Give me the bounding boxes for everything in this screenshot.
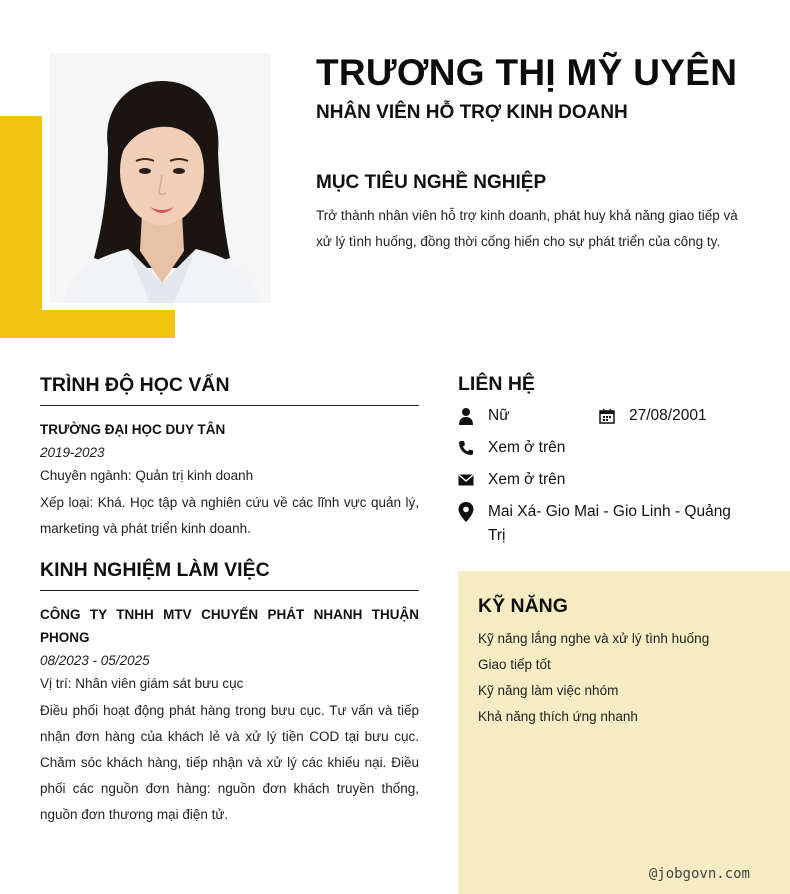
- skill-item: Khả năng thích ứng nhanh: [478, 709, 638, 724]
- phone-value: Xem ở trên: [488, 439, 566, 456]
- email-icon: [458, 468, 488, 492]
- skill-item: Giao tiếp tốt: [478, 657, 551, 672]
- education-entry: [40, 418, 419, 542]
- accent-bar-vertical: [0, 116, 42, 338]
- phone-icon: [458, 436, 488, 460]
- location-pin-icon: [458, 500, 488, 524]
- calendar-icon: [599, 404, 629, 428]
- education-period: 2019-2023: [40, 445, 105, 460]
- birthday-value: 27/08/2001: [629, 407, 707, 424]
- experience-period: 08/2023 - 05/2025: [40, 653, 150, 668]
- desired-position: NHÂN VIÊN HỖ TRỢ KINH DOANH: [316, 102, 628, 123]
- contact-phone: [458, 436, 738, 460]
- contact-heading: LIÊN HỆ: [458, 373, 535, 395]
- candidate-name: TRƯƠNG THỊ MỸ UYÊN: [316, 52, 738, 93]
- objective-heading: MỤC TIÊU NGHỀ NGHIỆP: [316, 172, 547, 193]
- experience-description: Điều phối hoạt động phát hàng trong bưu cục. Tư vấn và tiếp nhận đơn hàng của khách lẻ và xử lý tiền COD tại bưu cục. Chăm sóc khách hàng, tiếp nhận và xử lý các khiếu nại. Điều phối các nguồn đơn hàng: nguồn đơn khách truyền thống, nguồn đơn thương mại điện tử.: [40, 703, 419, 822]
- education-heading: TRÌNH ĐỘ HỌC VẤN: [40, 374, 419, 406]
- contact-address: [458, 500, 738, 548]
- watermark: @jobgovn.com: [648, 866, 750, 882]
- address-value: Mai Xá- Gio Mai - Gio Linh - Quảng Trị: [488, 503, 731, 544]
- skills-list: [478, 626, 709, 730]
- accent-bar-horizontal: [0, 310, 175, 338]
- contact-email: [458, 468, 738, 492]
- contact-gender: [458, 404, 598, 428]
- email-value: Xem ở trên: [488, 471, 566, 488]
- experience-entry: [40, 603, 419, 828]
- skills-heading: KỸ NĂNG: [478, 595, 568, 617]
- experience-heading: KINH NGHIỆM LÀM VIỆC: [40, 559, 419, 591]
- skill-item: Kỹ năng lắng nghe và xử lý tình huống: [478, 631, 710, 646]
- experience-role: Vị trí: Nhân viên giám sát bưu cục: [40, 676, 244, 691]
- profile-photo: [50, 53, 271, 303]
- skill-item: Kỹ năng làm việc nhóm: [478, 683, 619, 698]
- education-description: Xếp loại: Khá. Học tập và nghiên cứu về các lĩnh vực quản lý, marketing và phát triển kinh doanh.: [40, 495, 419, 536]
- left-column: [40, 374, 419, 828]
- education-major: Chuyên ngành: Quản trị kinh doanh: [40, 468, 254, 483]
- contact-birthday: [599, 404, 749, 428]
- objective-text: Trở thành nhân viên hỗ trợ kinh doanh, phát huy khả năng giao tiếp và xử lý tình huống, đồng thời cống hiến cho sự phát triển của công ty.: [316, 208, 738, 249]
- gender-value: Nữ: [488, 407, 510, 424]
- person-icon: [458, 404, 488, 428]
- school-name: TRƯỜNG ĐẠI HỌC DUY TÂN: [40, 422, 226, 437]
- skills-panel: [458, 571, 790, 894]
- company-name: CÔNG TY TNHH MTV CHUYỂN PHÁT NHANH THUẬN PHONG: [40, 607, 419, 645]
